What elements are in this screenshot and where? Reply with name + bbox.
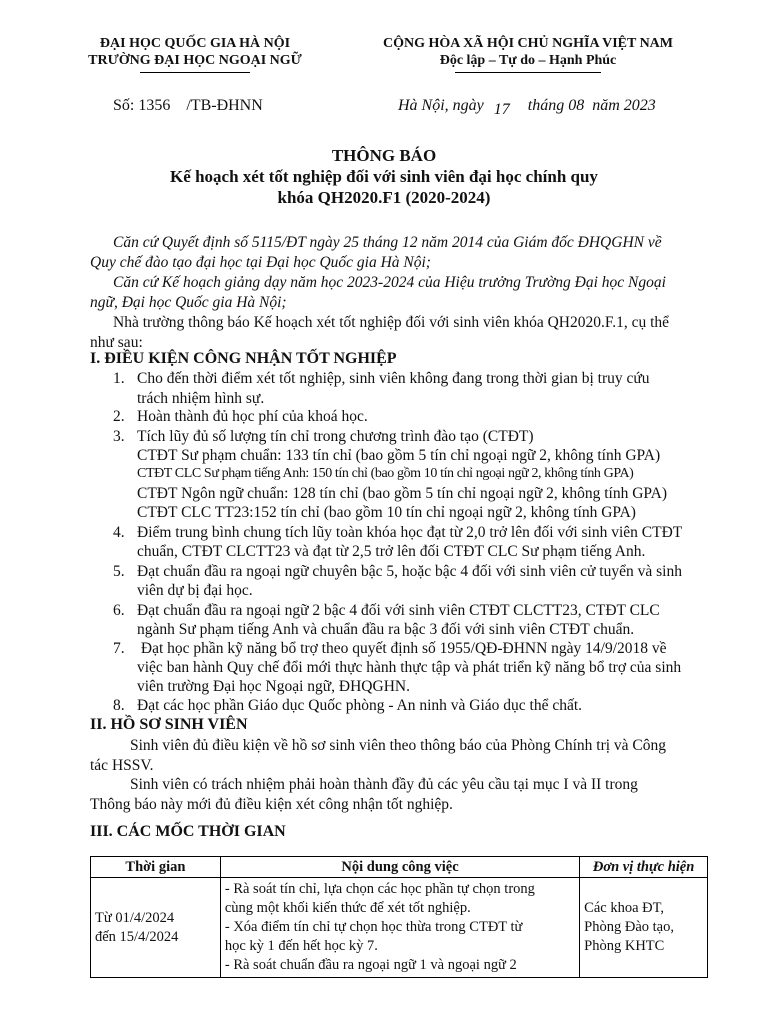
condition-item: 6. Đạt chuẩn đầu ra ngoại ngữ 2 bậc 4 đối với sinh viên CTĐT CLCTT23, CTĐT CLC — [113, 602, 660, 619]
condition-item: 7. Đạt học phần kỹ năng bổ trợ theo quyết định số 1955/QĐ-ĐHNN ngày 14/9/2018 về — [113, 640, 667, 657]
credit-requirement: CTĐT CLC Sư phạm tiếng Anh: 150 tín chỉ (bao gồm 10 tín chỉ ngoại ngữ 2, không tính GPA) — [137, 466, 634, 481]
section-1-heading: I. ĐIỀU KIỆN CÔNG NHẬN TỐT NGHIỆP — [90, 350, 397, 367]
condition-item-cont: viên dự bị đại học. — [137, 582, 253, 599]
condition-item: 5. Đạt chuẩn đầu ra ngoại ngữ chuyên bậc 5, hoặc bậc 4 đối với sinh viên cử tuyển và sinh — [113, 563, 682, 580]
notice-title: THÔNG BÁO — [331, 146, 437, 165]
cell-unit: Các khoa ĐT, Phòng Đào tạo, Phòng KHTC — [580, 878, 708, 978]
timeline-table — [90, 856, 708, 978]
condition-item: 2. Hoàn thành đủ học phí của khoá học. — [113, 408, 368, 425]
doc-date: Hà Nội, ngày 17 tháng 08 năm 2023 — [398, 97, 656, 118]
intro-legal-basis-2-cont: ngữ, Đại học Quốc gia Hà Nội; — [90, 294, 287, 311]
table-header-time: Thời gian — [91, 857, 221, 878]
condition-item: 4. Điểm trung bình chung tích lũy toàn khóa học đạt từ 2,0 trở lên đối với sinh viên CTĐT — [113, 524, 683, 541]
credit-requirement: CTĐT Ngôn ngữ chuẩn: 128 tín chỉ (bao gồm 5 tín chỉ ngoại ngữ 2, không tính GPA) — [137, 485, 667, 502]
section-2-heading: II. HỒ SƠ SINH VIÊN — [90, 716, 248, 733]
notice-subtitle-line2: khóa QH2020.F1 (2020-2024) — [277, 188, 491, 207]
university-name: ĐẠI HỌC QUỐC GIA HÀ NỘI — [99, 36, 291, 51]
national-motto: CỘNG HÒA XÃ HỘI CHỦ NGHĨA VIỆT NAM — [382, 36, 673, 51]
table-row — [91, 878, 708, 978]
table-header-row — [91, 857, 708, 878]
section-3-heading: III. CÁC MỐC THỜI GIAN — [90, 823, 286, 840]
condition-item-cont: chuẩn, CTĐT CLCTT23 và đạt từ 2,5 trở lên đối CTĐT CLC Sư phạm tiếng Anh. — [137, 543, 646, 560]
intro-legal-basis-1: Căn cứ Quyết định số 5115/ĐT ngày 25 tháng 12 năm 2014 của Giám đốc ĐHQGHN về — [113, 234, 662, 251]
national-motto-sub: Độc lập – Tự do – Hạnh Phúc — [439, 53, 617, 68]
doc-number: Số: 1356 /TB-ĐHNN — [113, 97, 263, 114]
condition-item-cont: trách nhiệm hình sự. — [137, 390, 265, 407]
intro-legal-basis-1-cont: Quy chế đào tạo đại học tại Đại học Quốc gia Hà Nội; — [90, 254, 431, 271]
student-records-paragraph-cont: tác HSSV. — [90, 757, 154, 774]
student-records-paragraph: Sinh viên đủ điều kiện về hồ sơ sinh viên theo thông báo của Phòng Chính trị và Công — [130, 737, 667, 754]
condition-item-cont: viên trường Đại học Ngoại ngữ, ĐHQGHN. — [137, 678, 410, 695]
school-name: TRƯỜNG ĐẠI HỌC NGOẠI NGỮ — [88, 53, 302, 68]
intro-statement-cont: như sau: — [90, 334, 143, 351]
header-left-underline — [140, 72, 250, 73]
credit-requirement: CTĐT CLC TT23:152 tín chỉ (bao gồm 10 tín chỉ ngoại ngữ 2, không tính GPA) — [137, 504, 636, 521]
condition-item: 1. Cho đến thời điểm xét tốt nghiệp, sinh viên không đang trong thời gian bị truy cứu — [113, 370, 650, 387]
header-right-underline — [455, 72, 601, 73]
intro-legal-basis-2: Căn cứ Kế hoạch giảng dạy năm học 2023-2024 của Hiệu trưởng Trường Đại học Ngoại — [113, 274, 666, 291]
cell-content: - Rà soát tín chỉ, lựa chọn các học phần tự chọn trong cùng một khối kiến thức để xét tốt nghiệp. - Xóa điểm tín chỉ tự chọn học thừa trong CTĐT từ học kỳ 1 đến hết học kỳ 7. - Rà soát chuẩn đầu ra ngoại ngữ 1 và ngoại ngữ 2 — [220, 878, 579, 978]
credit-requirement: CTĐT Sư phạm chuẩn: 133 tín chỉ (bao gồm 5 tín chỉ ngoại ngữ 2, không tính GPA) — [137, 447, 661, 464]
student-responsibility-paragraph: Sinh viên có trách nhiệm phải hoàn thành đầy đủ các yêu cầu tại mục I và II trong — [130, 776, 638, 793]
table-header-content: Nội dung công việc — [220, 857, 579, 878]
condition-item: 3. Tích lũy đủ số lượng tín chỉ trong chương trình đào tạo (CTĐT) — [113, 428, 534, 445]
condition-item: 8. Đạt các học phần Giáo dục Quốc phòng - An ninh và Giáo dục thể chất. — [113, 697, 583, 714]
condition-item-cont: ngành Sư phạm tiếng Anh và chuẩn đầu ra bậc 3 đối với sinh viên CTĐT chuẩn. — [137, 621, 635, 638]
notice-subtitle-line1: Kế hoạch xét tốt nghiệp đối với sinh viên đại học chính quy — [170, 167, 598, 186]
condition-item-cont: việc ban hành Quy chế đổi mới thực hành thực tập và phát triển kỹ năng bổ trợ của sinh — [137, 659, 682, 676]
intro-statement: Nhà trường thông báo Kế hoạch xét tốt nghiệp đối với sinh viên khóa QH2020.F.1, cụ thể — [113, 314, 670, 331]
table-header-unit: Đơn vị thực hiện — [580, 857, 708, 878]
cell-time: Từ 01/4/2024 đến 15/4/2024 — [91, 878, 221, 978]
student-responsibility-paragraph-cont: Thông báo này mới đủ điều kiện xét công nhận tốt nghiệp. — [90, 796, 453, 813]
